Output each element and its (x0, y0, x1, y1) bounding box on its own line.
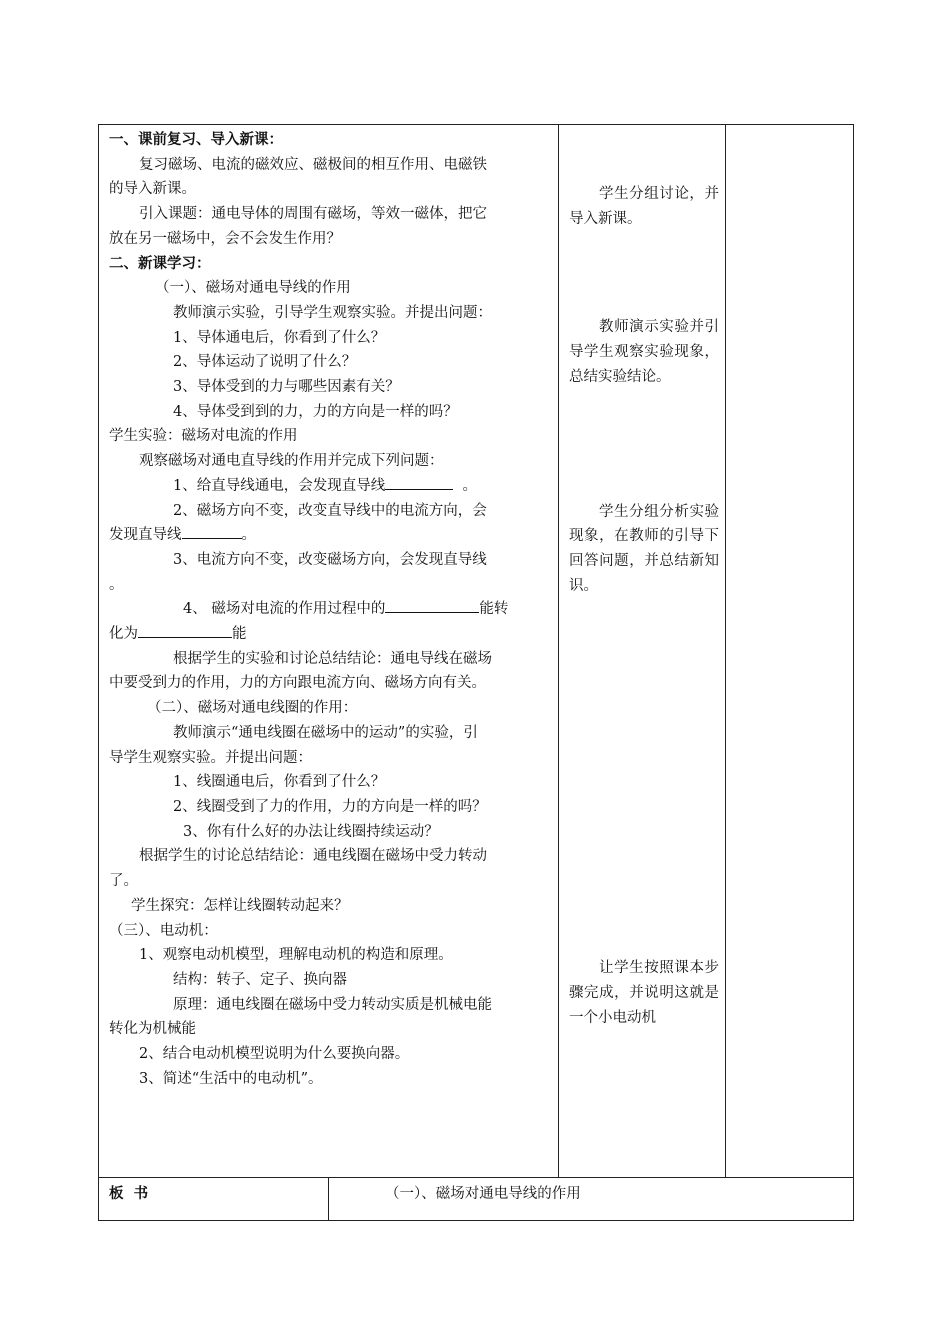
fill-in-line (109, 597, 550, 622)
activity-note: 让学生按照课本步骤完成，并说明这就是一个小电动机 (569, 960, 720, 1026)
text-line: 教师演示实验，引导学生观察实验。并提出问题： (173, 304, 492, 321)
fill-in-text: 发现直导线 (109, 527, 182, 544)
student-activity-cell (559, 125, 726, 1178)
activity-note: 学生分组分析实验现象，在教师的引导下回答问题，并总结新知识。 (569, 503, 720, 594)
teaching-content (99, 125, 558, 1091)
text-line: 中要受到力的作用，力的方向跟电流方向、磁场方向有关。 (109, 675, 486, 692)
question-line: 3、你有什么好的办法让线圈持续运动？ (183, 823, 439, 840)
text-line: 学生探究：怎样让线圈转动起来？ (131, 897, 349, 914)
blackboard-row (99, 1178, 854, 1221)
blackboard-content: （一）、磁场对通电导线的作用 (329, 1178, 854, 1221)
text-line: 复习磁场、电流的磁效应、磁极间的相互作用、电磁铁 (139, 156, 487, 173)
subsection-heading: （三）、电动机： (109, 922, 218, 939)
fill-in-text: 。 (462, 477, 477, 494)
teaching-process-cell (99, 125, 559, 1178)
lesson-row (99, 125, 854, 1178)
text-line: 。 (109, 576, 124, 593)
answer-blank[interactable] (385, 475, 453, 490)
question-line: 1、线圈通电后，你看到了什么？ (173, 774, 386, 791)
blackboard-label: 板 书 (99, 1178, 329, 1221)
question-line: 2、导体运动了说明了什么？ (173, 354, 357, 371)
question-line: 3、导体受到的力与哪些因素有关？ (173, 379, 400, 396)
fill-in-text: 化为 (109, 626, 138, 643)
fill-in-line (109, 622, 550, 647)
text-line: 2、结合电动机模型说明为什么要换向器。 (139, 1046, 410, 1063)
fill-in-line: 2、磁场方向不变，改变直导线中的电流方向，会 (173, 502, 487, 519)
text-line: 引入课题：通电导体的周围有磁场，等效一磁体，把它 (139, 206, 487, 223)
fill-in-line: 3、电流方向不变，改变磁场方向，会发现直导线 (173, 551, 487, 568)
text-line: 转化为机械能 (109, 1021, 196, 1038)
text-line: 结构：转子、定子、换向器 (173, 971, 347, 988)
section-heading: 一、课前复习、导入新课： (109, 131, 283, 148)
answer-blank[interactable] (182, 524, 242, 539)
fill-in-text: 4、 磁场对电流的作用过程中的 (183, 601, 386, 618)
text-line: 观察磁场对通电直导线的作用并完成下列问题： (139, 453, 444, 470)
fill-in-text: 。 (241, 527, 256, 544)
text-line: 教师演示“通电线圈在磁场中的运动”的实验，引 (173, 724, 478, 741)
empty-cell (726, 125, 854, 1178)
activity-note: 教师演示实验并引导学生观察实验现象，总结实验结论。 (569, 319, 720, 385)
fill-in-text: 1、给直导线通电，会发现直导线 (173, 477, 386, 494)
answer-blank[interactable] (138, 623, 232, 638)
fill-in-text: 能转 (479, 601, 509, 618)
activity-note: 学生分组讨论，并导入新课。 (569, 186, 720, 227)
question-line: 1、导体通电后，你看到了什么？ (173, 329, 386, 346)
text-line: 原理：通电线圈在磁场中受力转动实质是机械电能 (173, 996, 492, 1013)
fill-in-line (109, 523, 550, 548)
text-line: 根据学生的实验和讨论总结结论：通电导线在磁场 (173, 650, 492, 667)
text-line: 导学生观察实验。并提出问题： (109, 749, 312, 766)
subsection-heading: （二）、磁场对通电线圈的作用： (147, 700, 358, 717)
text-line: 3、简述“生活中的电动机”。 (139, 1070, 323, 1087)
text-line: 放在另一磁场中，会不会发生作用？ (109, 230, 341, 247)
answer-blank[interactable] (385, 598, 479, 613)
fill-in-line (109, 474, 550, 499)
subsection-heading: （一）、磁场对通电导线的作用 (155, 280, 351, 297)
section-heading: 二、新课学习： (109, 254, 211, 272)
text-line: 了。 (109, 873, 138, 890)
text-line: 根据学生的讨论总结结论：通电线圈在磁场中受力转动 (139, 848, 487, 865)
text-line: 的导入新课。 (109, 181, 196, 198)
lesson-plan-table (98, 124, 854, 1221)
text-line: 1、观察电动机模型，理解电动机的构造和原理。 (139, 947, 453, 964)
question-line: 4、导体受到到的力，力的方向是一样的吗？ (173, 403, 458, 420)
fill-in-text: 能 (232, 626, 247, 643)
text-line: 学生实验：磁场对电流的作用 (109, 428, 298, 445)
question-line: 2、线圈受到了力的作用，力的方向是一样的吗？ (173, 798, 487, 815)
